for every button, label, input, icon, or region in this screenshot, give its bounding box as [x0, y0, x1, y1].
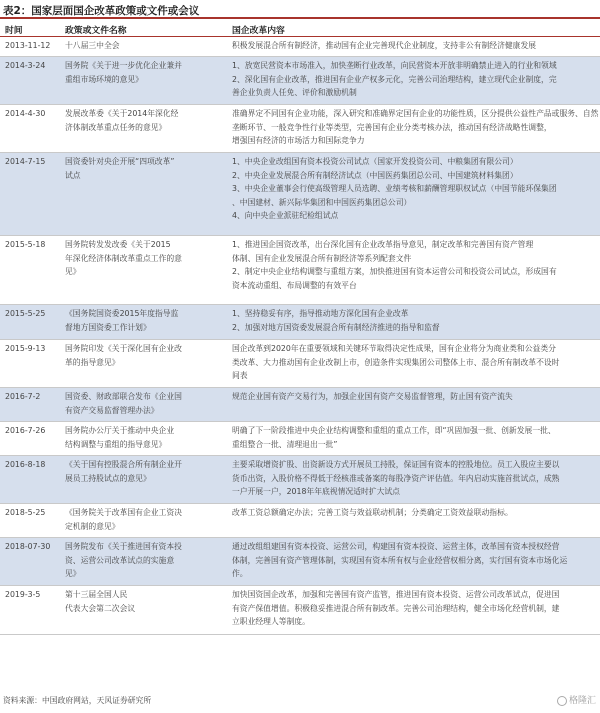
policy-name-line: 试点	[65, 170, 81, 180]
policy-name-line: 《关于国有控股混合所有制企业开	[65, 460, 182, 469]
row-reform-content	[232, 238, 598, 292]
table-caption: 表2：国家层面国企改革政策或文件或会议	[3, 5, 200, 17]
policy-name-line: 《国务院国资委2015年度指导监	[65, 309, 179, 318]
reform-content-line: 类改革、大力推动国有企业改制上市，创造条件实现集团公司整体上市、混合所有制改革不设时	[232, 357, 560, 367]
reform-content-line: 货币出资，入股价格不得低于经核准或备案的每股净资产评估值。年内启动实施首批试点，成熟	[232, 473, 560, 483]
table-row	[0, 305, 600, 340]
reform-content-line: 作。	[232, 569, 248, 579]
table-row	[0, 538, 600, 586]
reform-content-line: 主要采取增资扩股、出资新设方式开展员工持股，保证国有资本的控股地位。员工入股应主要以	[232, 460, 560, 469]
policy-name-line: 国务院办公厅关于推动中央企业	[65, 426, 175, 435]
reform-content-line: 4、向中央企业派驻纪检组试点	[232, 211, 339, 221]
reform-content-line: 1、放宽民营资本市场准入，加快垄断行业改革，向民营资本开放非明确禁止进入的行业和领域	[232, 61, 557, 70]
policy-name-line: 国务院发布《关于推进国有资本投	[65, 542, 182, 551]
table-row	[0, 340, 600, 388]
row-reform-content	[232, 458, 598, 499]
reform-content-line: 规范企业国有资产交易行为，加强企业国有资产交易监督管理，防止国有资产流失	[232, 392, 513, 401]
table-row	[0, 388, 600, 422]
reform-content-line: 2、加强对地方国资委发展混合所有制经济推进的指导和监督	[232, 322, 440, 332]
row-reform-content	[232, 39, 598, 53]
reform-content-line: 立职业经理人等制度。	[232, 617, 310, 627]
policy-name-line: 国资委针对央企开展“四项改革”	[65, 157, 175, 166]
policy-name-line: 展员工持股试点的意见》	[65, 473, 151, 483]
policy-name-line: 见》	[65, 267, 81, 277]
row-date: 2018-07-30	[5, 542, 51, 551]
row-policy-name	[65, 107, 225, 134]
row-reform-content	[232, 588, 598, 629]
policy-name-line: 国务院《关于进一步优化企业兼并	[65, 61, 182, 70]
row-policy-name	[65, 155, 225, 182]
row-reform-content	[232, 107, 598, 148]
policy-name-line: 革的指导意见》	[65, 357, 120, 367]
row-reform-content	[232, 342, 598, 383]
policy-name-line: 《国务院关于改革国有企业工资决	[65, 508, 182, 517]
reform-content-line: 通过改组组建国有资本投资、运营公司，构建国有资本投资、运营主体，改革国有资本授权经营	[232, 542, 560, 551]
reform-content-line: 改革工资总额确定办法；完善工资与效益联动机制；分类确定工资效益联动指标。	[232, 508, 513, 517]
reform-content-line: 3、中央企业董事会行使高级管理人员选聘、业绩考核和薪酬管理职权试点（中国节能环保集团	[232, 184, 557, 194]
policy-name-line: 重组市场环境的意见》	[65, 74, 143, 84]
watermark-icon	[557, 696, 567, 706]
row-date: 2015-9-13	[5, 344, 46, 353]
reform-content-line: 善企业负责人任免、评价和激励机制	[232, 88, 357, 98]
policy-name-line: 十八届三中全会	[65, 41, 120, 50]
reform-content-line: 增强国有经济的市场活力和国际竞争力	[232, 136, 365, 146]
row-date: 2014-4-30	[5, 109, 46, 118]
reform-content-line: 1、推进国企国资改革，出台深化国有企业改革指导意见，制定改革和完善国有资产管理	[232, 240, 534, 249]
reform-content-line: 2、深化国有企业改革，推进国有企业产权多元化，完善公司治理结构，建立现代企业制度，完	[232, 74, 557, 84]
row-reform-content	[232, 59, 598, 100]
policy-name-line: 年深化经济体制改革重点工作的意	[65, 253, 182, 263]
table-row	[0, 37, 600, 57]
header-name: 政策或文件名称	[65, 26, 127, 36]
reform-content-line: 国企改革到2020年在重要领域和关键环节取得决定性成果，国有企业将分为商业类和公益类分	[232, 344, 556, 353]
row-policy-name	[65, 540, 225, 581]
policy-name-line: 见》	[65, 569, 81, 579]
row-policy-name	[65, 39, 225, 53]
row-policy-name	[65, 342, 225, 369]
policy-name-line: 资、运营公司改革试点的实施意	[65, 555, 175, 565]
reform-content-line: 垄断环节、一般竞争性行业等类型，完善国有企业分类考核办法，推动国有经济战略性调整，	[232, 122, 552, 132]
row-reform-content	[232, 390, 598, 404]
row-policy-name	[65, 424, 225, 451]
reform-content-line: 体制，完善国有资产管理体制，实现国有资本所有权与企业经营权相分离，实行国有资本市场化运	[232, 555, 568, 565]
table-row	[0, 504, 600, 538]
watermark	[557, 693, 596, 706]
reform-content-line: 加快国资国企改革，加强和完善国有资产监管，推进国有资本投资、运营公司改革试点，促进国	[232, 590, 560, 599]
row-date: 2015-5-25	[5, 309, 46, 318]
table-row	[0, 57, 600, 105]
header-content: 国企改革内容	[232, 26, 285, 36]
table-row	[0, 105, 600, 153]
table-body	[0, 37, 600, 635]
policy-name-line: 代表大会第二次会议	[65, 603, 136, 613]
row-date: 2013-11-12	[5, 41, 51, 50]
reform-content-line: 明确了下一阶段推进中央企业结构调整和重组的重点工作，即“巩固加强一批、创新发展一批、	[232, 426, 556, 435]
reform-content-line: 资本流动重组、布局调整的有效平台	[232, 280, 357, 290]
row-reform-content	[232, 506, 598, 520]
row-date: 2016-7-26	[5, 426, 46, 435]
row-policy-name	[65, 506, 225, 533]
policy-name-line: 结构调整与重组的指导意见》	[65, 439, 167, 449]
header-date: 时间	[5, 26, 23, 36]
policy-name-line: 国资委、财政部联合发布《企业国	[65, 392, 182, 401]
reform-content-line: 2、中央企业发展混合所有制经济试点（中国医药集团总公司、中国建筑材料集团）	[232, 170, 518, 180]
policy-name-line: 发展改革委《关于2014年深化经	[65, 109, 179, 118]
row-policy-name	[65, 307, 225, 334]
row-date: 2018-5-25	[5, 508, 46, 517]
table-row	[0, 153, 600, 236]
table-row	[0, 236, 600, 305]
reform-content-line: 2、制定中央企业结构调整与重组方案，加快推进国有资本运营公司和投资公司试点，形成国有	[232, 267, 557, 277]
row-reform-content	[232, 307, 598, 334]
reform-content-line: 重组整合一批、清理退出一批”	[232, 439, 338, 449]
policy-name-line: 济体制改革重点任务的意见》	[65, 122, 167, 132]
reform-content-line: 间表	[232, 371, 248, 381]
row-reform-content	[232, 540, 598, 581]
reform-content-line: 体制、国有企业发展混合所有制经济等系列配套文件	[232, 253, 412, 263]
table-row	[0, 456, 600, 504]
table-row	[0, 422, 600, 456]
row-date: 2015-5-18	[5, 240, 46, 249]
row-date: 2014-3-24	[5, 61, 46, 70]
row-date: 2016-7-2	[5, 392, 41, 401]
policy-name-line: 定机制的意见》	[65, 521, 120, 531]
reform-content-line: 积极发展混合所有制经济，推动国有企业完善现代企业制度，支持非公有制经济健康发展	[232, 41, 537, 50]
policy-name-line: 国务院转发发改委《关于2015	[65, 240, 171, 249]
policy-name-line: 国务院印发《关于深化国有企业改	[65, 344, 182, 353]
policy-table	[0, 17, 600, 635]
table-header	[0, 17, 600, 37]
policy-name-line: 第十三届全国人民	[65, 590, 128, 599]
row-date: 2016-8-18	[5, 460, 46, 469]
row-reform-content	[232, 155, 598, 223]
policy-name-line: 有资产交易监督管理办法》	[65, 405, 159, 415]
reform-content-line: 有资产保值增值。积极稳妥推进混合所有制改革。完善公司治理结构，健全市场化经营机制，建	[232, 603, 560, 613]
row-policy-name	[65, 59, 225, 86]
reform-content-line: 一户开展一户，2018年年底视情况适时扩大试点	[232, 487, 400, 497]
reform-content-line: 准确界定不同国有企业功能，深入研究和准确界定国有企业的功能性质，区分提供公益性产品或服务、自然	[232, 109, 599, 118]
reform-content-line: 1、中央企业改组国有资本投资公司试点（国家开发投资公司、中粮集团有限公司）	[232, 157, 518, 166]
row-policy-name	[65, 390, 225, 417]
watermark-text: 格隆汇	[568, 696, 596, 706]
row-policy-name	[65, 458, 225, 485]
reform-content-line: 1、坚持稳妥有序，指导推动地方深化国有企业改革	[232, 309, 409, 318]
policy-name-line: 督地方国资委工作计划》	[65, 322, 151, 332]
row-policy-name	[65, 238, 225, 279]
table-row	[0, 586, 600, 635]
source-note: 资料来源：中国政府网站，天风证券研究所	[3, 696, 152, 705]
row-policy-name	[65, 588, 225, 615]
row-date: 2014-7-15	[5, 157, 46, 166]
row-date: 2019-3-5	[5, 590, 41, 599]
row-reform-content	[232, 424, 598, 451]
reform-content-line: 、中国建材、新兴际华集团和中国医药集团总公司）	[232, 197, 412, 207]
